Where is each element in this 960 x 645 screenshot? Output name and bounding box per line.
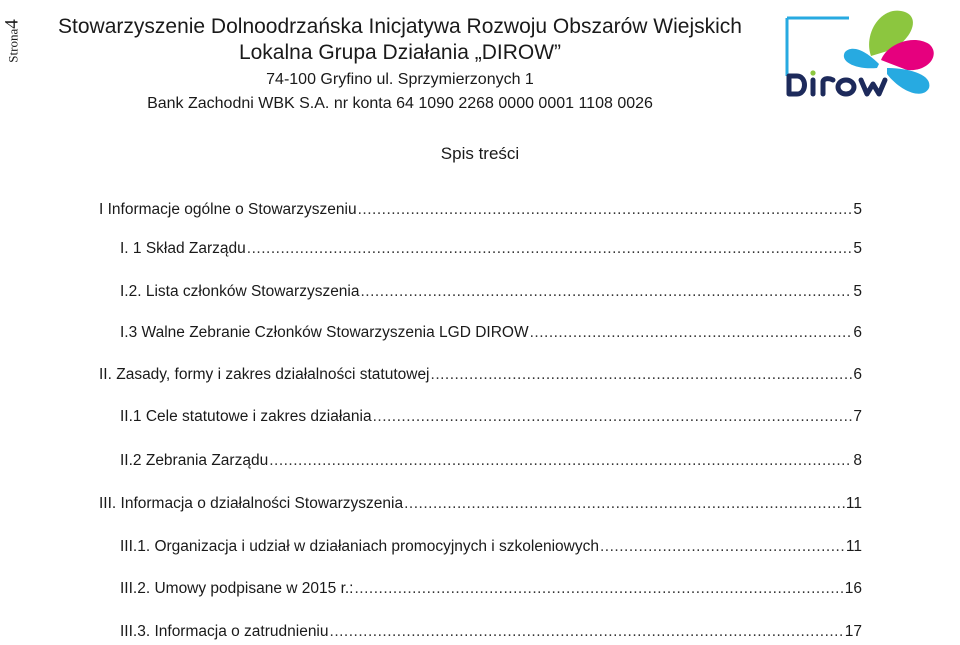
bank-account-line: Bank Zachodni WBK S.A. nr konta 64 1090 2268 0000 0001 1108 0026	[147, 95, 653, 112]
toc-entry-page: 11	[845, 495, 862, 512]
toc-entry-text: II. Zasady, formy i zakres działalności statutowej	[99, 366, 430, 383]
toc-leader-dots	[247, 239, 853, 259]
toc-entry[interactable]	[99, 200, 862, 220]
toc-entry[interactable]	[99, 494, 862, 514]
toc-leader-dots	[354, 579, 843, 599]
toc-entry-page: 8	[853, 452, 862, 469]
toc-entry-page: 5	[853, 240, 862, 257]
logo-frame	[787, 18, 849, 76]
toc-leader-dots	[530, 323, 853, 343]
logo-petal-blue-right	[887, 68, 929, 94]
toc-entry-page: 7	[853, 408, 862, 425]
toc-entry[interactable]	[120, 407, 862, 427]
toc-entry[interactable]	[99, 365, 862, 385]
toc-entry-text: III.1. Organizacja i udział w działaniach promocyjnych i szkoleniowych	[120, 538, 599, 555]
toc-entry[interactable]	[120, 282, 862, 302]
toc-leader-dots	[431, 365, 853, 385]
logo-wordmark	[789, 76, 885, 94]
toc-entry-text: I.3 Walne Zebranie Członków Stowarzyszenia LGD DIROW	[120, 324, 529, 341]
toc-entry-text: III. Informacja o działalności Stowarzyszenia	[99, 495, 404, 512]
dirow-logo	[783, 4, 941, 102]
toc-leader-dots	[600, 537, 845, 557]
toc-leader-dots	[361, 282, 853, 302]
toc-entry-text: III.2. Umowy podpisane w 2015 r.:	[120, 580, 354, 597]
toc-entry-page: 5	[853, 201, 862, 218]
toc-leader-dots	[373, 407, 853, 427]
toc-entry-text: III.3. Informacja o zatrudnieniu	[120, 623, 329, 640]
toc-leader-dots	[404, 494, 845, 514]
page-label-number: 4	[2, 19, 24, 29]
toc-entry-text: II.1 Cele statutowe i zakres działania	[120, 408, 372, 425]
letterhead	[40, 14, 760, 116]
toc-entry-page: 5	[853, 283, 862, 300]
toc-entry-page: 16	[844, 580, 862, 597]
toc-entry-page: 11	[845, 538, 862, 555]
toc-entry-text: I.2. Lista członków Stowarzyszenia	[120, 283, 360, 300]
page-number-label	[4, 6, 22, 76]
toc-entry-page: 6	[853, 366, 862, 383]
association-name: Stowarzyszenie Dolnoodrzańska Inicjatywa Rozwoju Obszarów Wiejskich	[58, 15, 742, 38]
toc-leader-dots	[330, 622, 844, 642]
toc-entry[interactable]	[120, 323, 862, 343]
toc-entry-text: II.2 Zebrania Zarządu	[120, 452, 269, 469]
toc-title: Spis treści	[440, 144, 520, 163]
toc-entry-page: 6	[853, 324, 862, 341]
toc-entry[interactable]	[120, 579, 862, 599]
toc-entry-text: I. 1 Skład Zarządu	[120, 240, 246, 257]
toc-leader-dots	[358, 200, 853, 220]
toc-entry-page: 17	[844, 623, 862, 640]
toc-entry[interactable]	[120, 451, 862, 471]
page-label-word: Strona	[6, 28, 22, 63]
toc-entry[interactable]	[120, 622, 862, 642]
address-line: 74-100 Gryfino ul. Sprzymierzonych 1	[266, 71, 534, 88]
toc-leader-dots	[269, 451, 852, 471]
toc-entry[interactable]	[120, 537, 862, 557]
toc-entry[interactable]	[120, 239, 862, 259]
logo-dot	[810, 70, 815, 75]
toc-entry-text: I Informacje ogólne o Stowarzyszeniu	[99, 201, 357, 218]
lgd-name: Lokalna Grupa Działania „DIROW”	[238, 41, 562, 64]
